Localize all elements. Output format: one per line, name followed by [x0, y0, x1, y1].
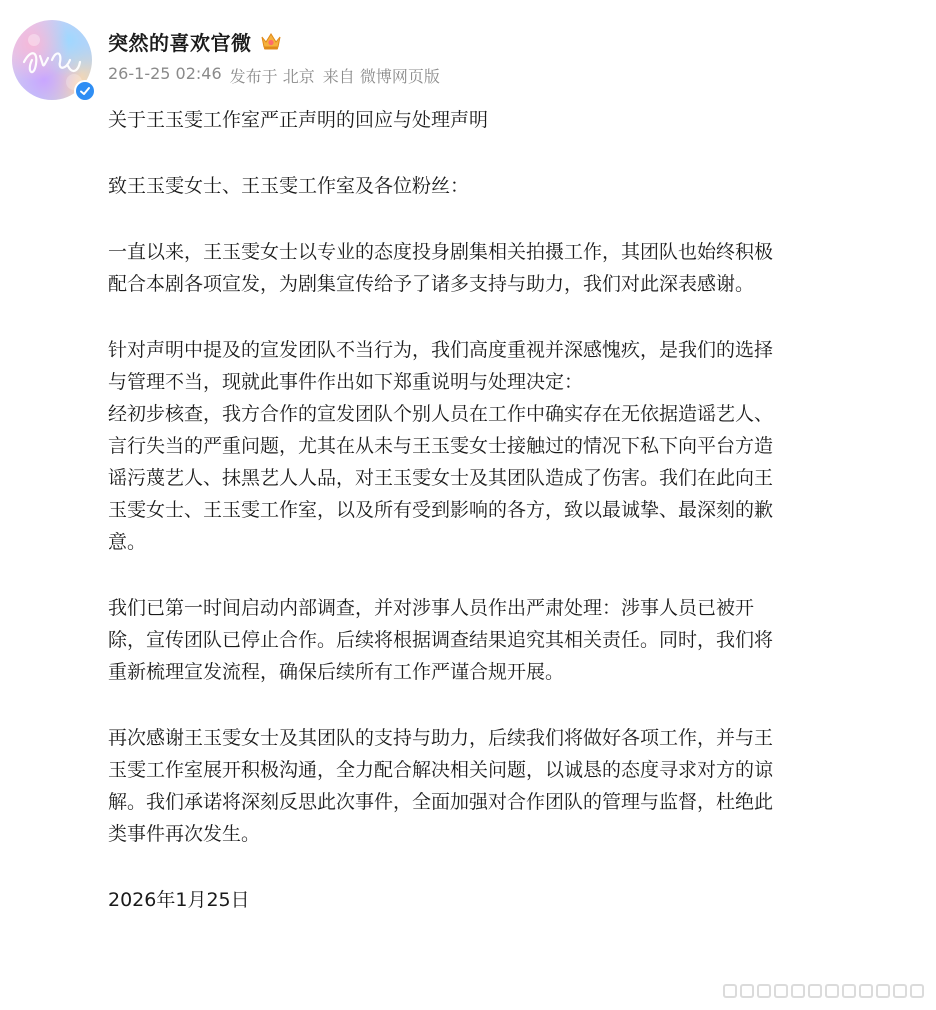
paragraph-line: 玉雯女士、王玉雯工作室，以及所有受到影响的各方，致以最诚挚、最深刻的歉 — [108, 499, 774, 521]
paragraph-line: 再次感谢王玉雯女士及其团队的支持与助力，后续我们将做好各项工作，并与王 — [108, 727, 774, 749]
paragraph-line: 针对声明中提及的宣发团队不当行为，我们高度重视并深感愧疚，是我们的选择 — [108, 339, 774, 361]
post-meta — [108, 64, 440, 87]
post-timestamp[interactable]: 26-1-25 02:46 — [108, 64, 222, 83]
paragraph-line: 重新梳理宣发流程，确保后续所有工作严谨合规开展。 — [108, 661, 565, 683]
author-row — [108, 26, 282, 56]
paragraph-line: 一直以来，王玉雯女士以专业的态度投身剧集相关拍摄工作，其团队也始终积极 — [108, 241, 774, 263]
post-title: 关于王玉雯工作室严正声明的回应与处理声明 — [108, 109, 489, 131]
paragraph-line: 言行失当的严重问题，尤其在从未与王玉雯女士接触过的情况下私下向平台方造 — [108, 435, 774, 457]
paragraph-line: 意。 — [108, 531, 147, 553]
paragraph-line: 玉雯工作室展开积极沟通，全力配合解决相关问题，以诚恳的态度寻求对方的谅 — [108, 759, 774, 781]
paragraph-line: 与管理不当，现就此事件作出如下郑重说明与处理决定： — [108, 371, 584, 393]
paragraph-line: 我们已第一时间启动内部调查，并对涉事人员作出严肃处理：涉事人员已被开 — [108, 597, 755, 619]
paragraph-line: 解。我们承诺将深刻反思此次事件，全面加强对合作团队的管理与监督，杜绝此 — [108, 791, 774, 813]
paragraph-line: 经初步核查，我方合作的宣发团队个别人员在工作中确实存在无依据造谣艺人、 — [108, 403, 774, 425]
verified-check-icon — [74, 80, 96, 102]
paragraph-line: 类事件再次发生。 — [108, 823, 261, 845]
paragraph-line: 谣污蔑艺人、抹黑艺人人品，对王玉雯女士及其团队造成了伤害。我们在此向王 — [108, 467, 774, 489]
post-location: 发布于 北京 — [229, 67, 315, 86]
crown-badge-icon[interactable] — [260, 31, 282, 51]
post-source: 来自 微博网页版 — [322, 67, 440, 86]
paragraph-line: 配合本剧各项宣发，为剧集宣传给予了诸多支持与助力，我们对此深表感谢。 — [108, 273, 755, 295]
author-name[interactable]: 突然的喜欢官微 — [108, 30, 252, 55]
post-greeting: 致王玉雯女士、王玉雯工作室及各位粉丝： — [108, 175, 470, 197]
avatar[interactable] — [12, 20, 96, 104]
post-content — [108, 104, 918, 916]
signature-date: 2026年1月25日 — [108, 889, 250, 911]
watermark-icon — [723, 984, 924, 998]
paragraph-line: 除，宣传团队已停止合作。后续将根据调查结果追究其相关责任。同时，我们将 — [108, 629, 774, 651]
